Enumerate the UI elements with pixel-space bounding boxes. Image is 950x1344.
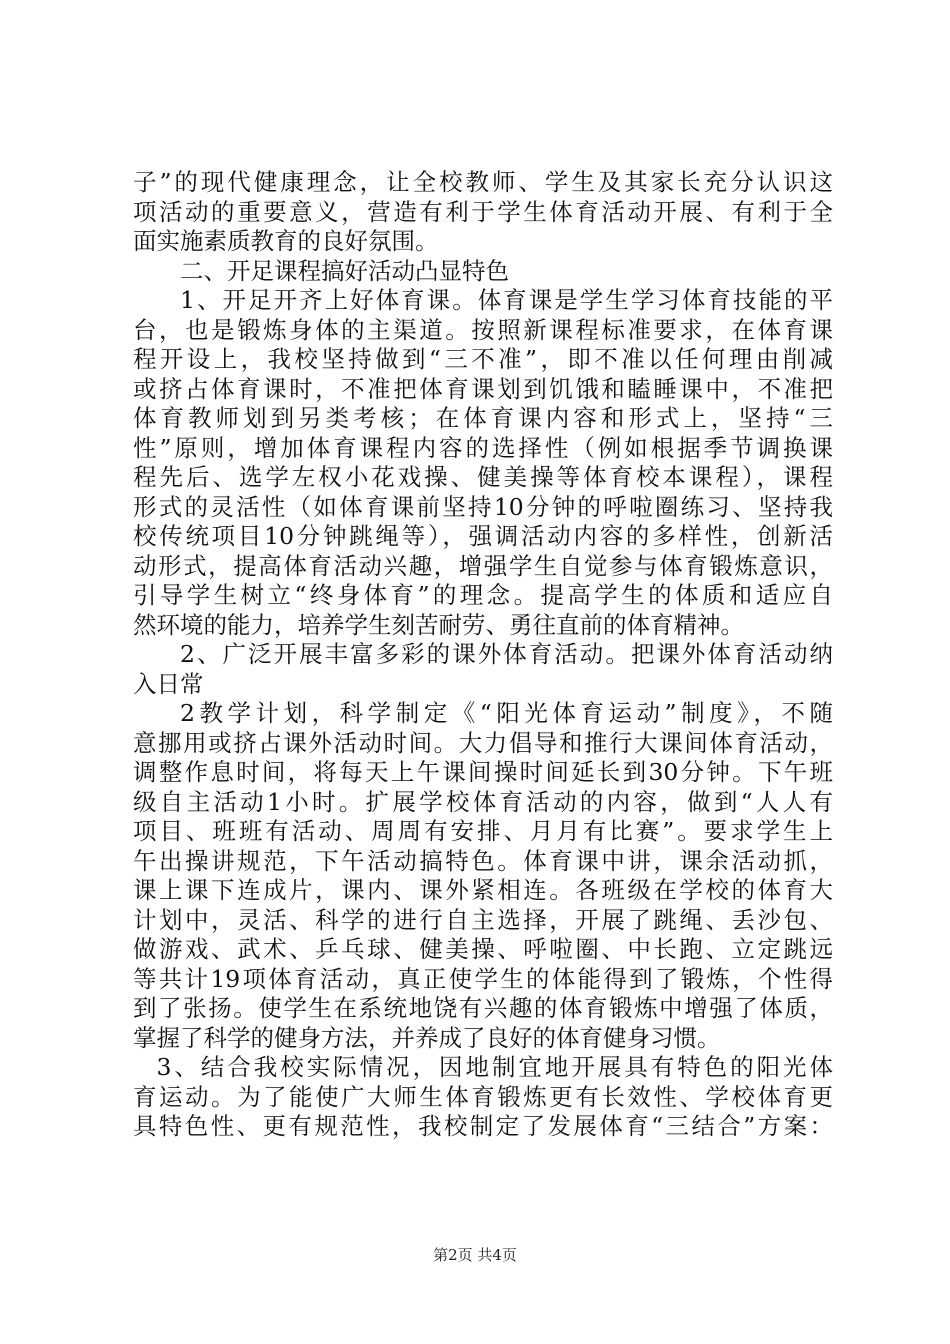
text-line (133, 168, 833, 198)
text-line (133, 316, 833, 346)
text-line (133, 522, 833, 552)
text-line (133, 876, 833, 906)
text-line (133, 345, 833, 375)
page-footer: 第2页 共4页 (433, 1246, 517, 1264)
text-line (133, 257, 833, 287)
text-line-content: 性”原则，增加体育课程内容的选择性（例如根据季节调换课 (133, 433, 833, 462)
text-line-content: 到了张扬。使学生在系统地饶有兴趣的体育锻炼中增强了体质， (133, 994, 833, 1022)
text-line-content: 入日常 (133, 669, 204, 698)
text-line-content: 面实施素质教育的良好氛围。 (133, 227, 439, 255)
text-line (133, 670, 833, 700)
text-line-content: 3、结合我校实际情况，因地制宜地开展具有特色的阳光体 (156, 1053, 833, 1081)
text-line-content: 计划中，灵活、科学的进行自主选择，开展了跳绳、丢沙包、 (133, 905, 833, 934)
text-line-content: 2教学计划，科学制定《“阳光体育运动”制度》，不随 (180, 699, 833, 727)
text-line-content: 项活动的重要意义，营造有利于学生体育活动开展、有利于全 (133, 197, 833, 226)
text-line-content: 掌握了科学的健身方法，并养成了良好的体育健身习惯。 (133, 1023, 721, 1052)
text-line-content: 具特色性、更有规范性，我校制定了发展体育“三结合”方案： (133, 1112, 833, 1140)
text-line (133, 552, 833, 582)
text-line-content: 形式的灵活性（如体育课前坚持10分钟的呼啦圈练习、坚持我 (133, 492, 833, 521)
text-line-content: 体育教师划到另类考核；在体育课内容和形式上，坚持“三 (133, 404, 833, 432)
text-line-content: 程开设上，我校坚持做到“三不准”，即不准以任何理由削减 (133, 345, 833, 373)
text-line (133, 640, 833, 670)
text-line-content: 校传统项目10分钟跳绳等），强调活动内容的多样性，创新活 (133, 522, 833, 550)
document-body (133, 168, 833, 1142)
text-line (133, 994, 833, 1024)
text-line (133, 227, 833, 257)
text-line (133, 1053, 833, 1083)
text-line (133, 1112, 833, 1142)
text-line-content: 二、开足课程搞好活动凸显特色 (180, 256, 509, 285)
text-line-content: 等共计19项体育活动，真正使学生的体能得到了锻炼，个性得 (133, 964, 833, 993)
text-line (133, 817, 833, 847)
text-line (133, 198, 833, 228)
text-line (133, 1083, 833, 1113)
text-line (133, 404, 833, 434)
text-line (133, 434, 833, 464)
text-line-content: 育运动。为了能使广大师生体育锻炼更有长效性、学校体育更 (133, 1082, 833, 1111)
text-line (133, 906, 833, 936)
text-line-content: 级自主活动1小时。扩展学校体育活动的内容，做到“人人有 (133, 787, 833, 816)
text-line (133, 493, 833, 523)
text-line-content: 意挪用或挤占课外活动时间。大力倡导和推行大课间体育活动， (133, 728, 833, 757)
text-line-content: 调整作息时间，将每天上午课间操时间延长到30分钟。下午班 (133, 758, 833, 786)
text-line (133, 699, 833, 729)
text-line-content: 2、广泛开展丰富多彩的课外体育活动。把课外体育活动纳 (180, 640, 833, 668)
text-line-content: 课上课下连成片，课内、课外紧相连。各班级在学校的体育大 (133, 876, 833, 904)
text-line (133, 729, 833, 759)
text-line (133, 286, 833, 316)
text-line-content: 子”的现代健康理念，让全校教师、学生及其家长充分认识这 (133, 168, 833, 196)
text-line-content: 项目、班班有活动、周周有安排、月月有比赛”。要求学生上 (133, 817, 833, 845)
text-line (133, 965, 833, 995)
text-line-content: 然环境的能力，培养学生刻苦耐劳、勇往直前的体育精神。 (133, 610, 744, 639)
text-line (133, 847, 833, 877)
text-line (133, 375, 833, 405)
text-line (133, 581, 833, 611)
text-line (133, 611, 833, 641)
text-line-content: 动形式，提高体育活动兴趣，增强学生自觉参与体育锻炼意识， (133, 551, 833, 580)
text-line (133, 463, 833, 493)
text-line-content: 午出操讲规范，下午活动搞特色。体育课中讲，课余活动抓， (133, 846, 833, 875)
text-line-content: 引导学生树立“终身体育”的理念。提高学生的体质和适应自 (133, 581, 833, 609)
text-line-content: 台，也是锻炼身体的主渠道。按照新课程标准要求，在体育课 (133, 315, 833, 344)
text-line-content: 1、开足开齐上好体育课。体育课是学生学习体育技能的平 (180, 286, 833, 314)
text-line (133, 1024, 833, 1054)
text-line-content: 程先后、选学左权小花戏操、健美操等体育校本课程），课程 (133, 463, 833, 491)
text-line (133, 935, 833, 965)
text-line (133, 758, 833, 788)
text-line-content: 做游戏、武术、乒乓球、健美操、呼啦圈、中长跑、立定跳远 (133, 935, 833, 963)
text-line (133, 788, 833, 818)
text-line-content: 或挤占体育课时，不准把体育课划到饥饿和瞌睡课中，不准把 (133, 374, 833, 403)
